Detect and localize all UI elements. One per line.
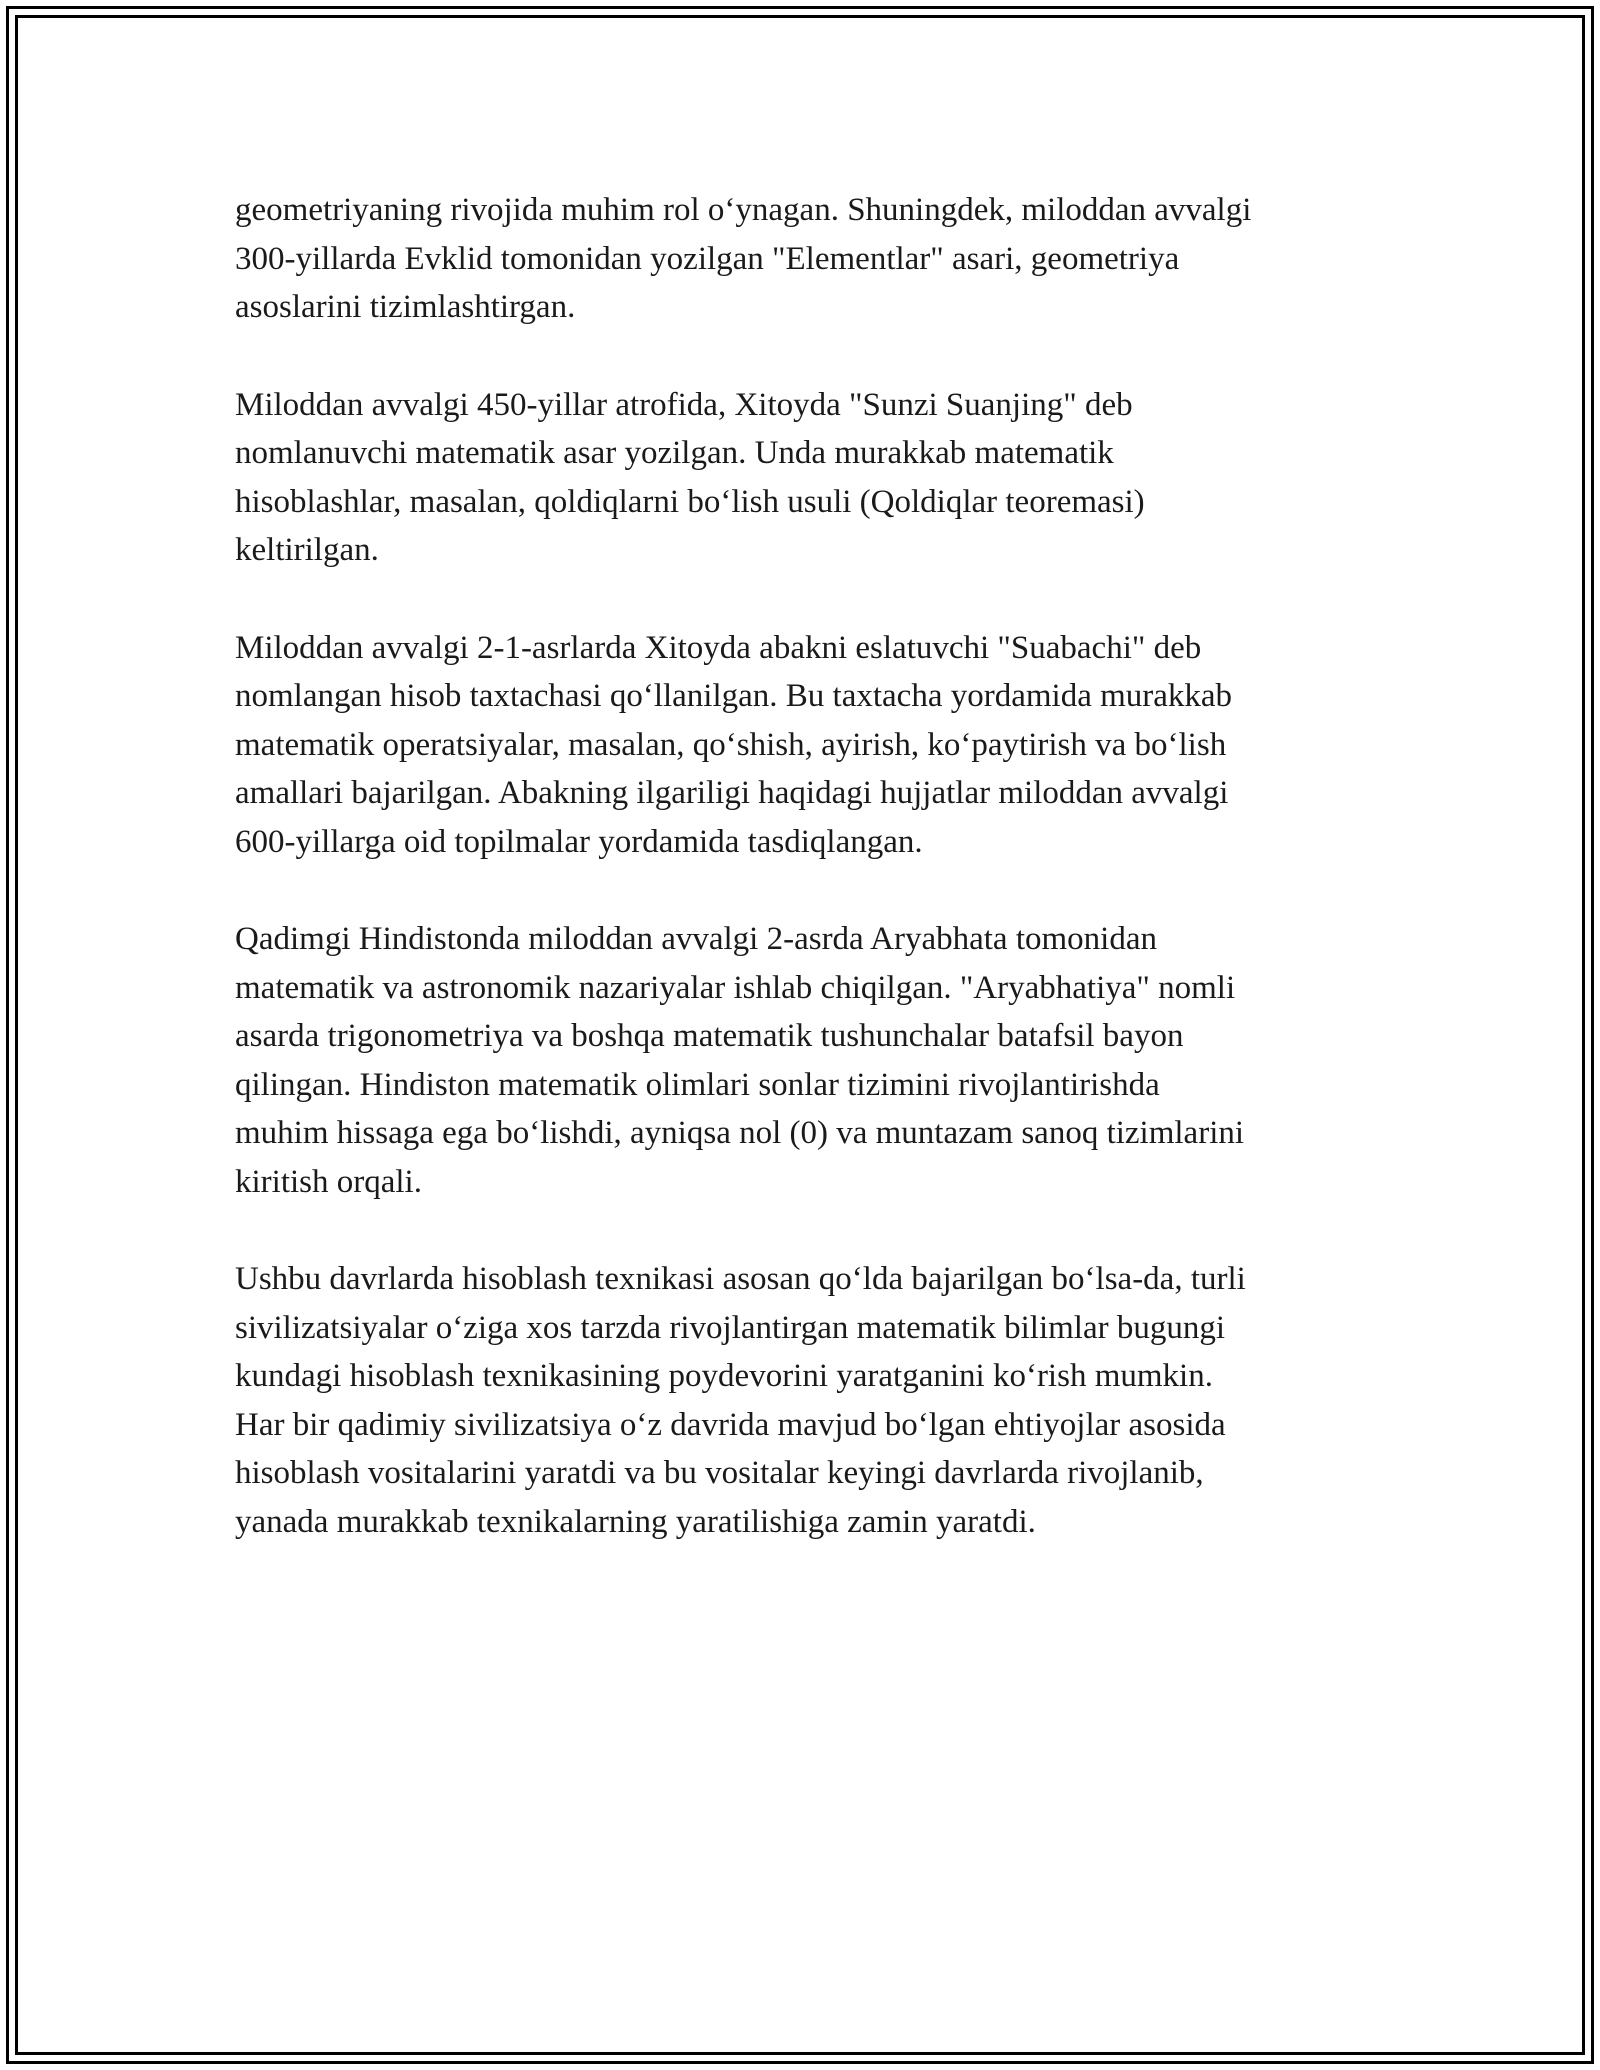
text-line: Har bir qadimiy sivilizatsiya o‘z davrida mavjud bo‘lgan ehtiyojlar asosida <box>235 1406 1226 1443</box>
text-line: kiritish orqali. <box>235 1163 422 1200</box>
text-line: matematik operatsiyalar, masalan, qo‘shish, ayirish, ko‘paytirish va bo‘lish <box>235 726 1227 763</box>
text-line: 300-yillarda Evklid tomonidan yozilgan "Elementlar" asari, geometriya <box>235 240 1180 277</box>
text-line: hisoblash vositalarini yaratdi va bu vositalar keyingi davrlarda rivojlanib, <box>235 1455 1204 1491</box>
paragraph-2 <box>235 381 1375 575</box>
text-line: amallari bajarilgan. Abakning ilgariligi haqidagi hujjatlar miloddan avvalgi <box>235 775 1229 811</box>
text-line: yanada murakkab texnikalarning yaratilishiga zamin yaratdi. <box>235 1503 1036 1540</box>
text-line: asarda trigonometriya va boshqa matematik tushunchalar batafsil bayon <box>235 1018 1184 1054</box>
text-line: geometriyaning rivojida muhim rol o‘ynagan. Shuningdek, miloddan avvalgi <box>235 192 1252 228</box>
document-body <box>235 186 1375 1595</box>
text-line: muhim hissaga ega bo‘lishdi, ayniqsa nol (0) va muntazam sanoq tizimlarini <box>235 1115 1245 1151</box>
text-line: matematik va astronomik nazariyalar ishlab chiqilgan. "Aryabhatiya" nomli <box>235 969 1236 1006</box>
text-line: 600-yillarga oid topilmalar yordamida tasdiqlangan. <box>235 823 923 860</box>
text-line: Miloddan avvalgi 2-1-asrlarda Xitoyda abakni eslatuvchi "Suabachi" deb <box>235 629 1202 666</box>
paragraph-1 <box>235 186 1375 332</box>
paragraph-5 <box>235 1255 1375 1546</box>
text-line: qilingan. Hindiston matematik olimlari sonlar tizimini rivojlantirishda <box>235 1066 1160 1103</box>
text-line: asoslarini tizimlashtirgan. <box>235 289 576 325</box>
text-line: Ushbu davrlarda hisoblash texnikasi asosan qo‘lda bajarilgan bo‘lsa-da, turli <box>235 1261 1246 1297</box>
text-line: Miloddan avvalgi 450-yillar atrofida, Xitoyda "Sunzi Suanjing" deb <box>235 386 1133 423</box>
text-line: kundagi hisoblash texnikasining poydevorini yaratganini ko‘rish mumkin. <box>235 1358 1213 1394</box>
text-line: keltirilgan. <box>235 532 379 568</box>
text-line: hisoblashlar, masalan, qoldiqlarni bo‘lish usuli (Qoldiqlar teoremasi) <box>235 483 1145 520</box>
paragraph-4 <box>235 915 1375 1206</box>
paragraph-3 <box>235 624 1375 867</box>
text-line: sivilizatsiyalar o‘ziga xos tarzda rivojlantirgan matematik bilimlar bugungi <box>235 1309 1226 1346</box>
text-line: Qadimgi Hindistonda miloddan avvalgi 2-asrda Aryabhata tomonidan <box>235 921 1157 957</box>
text-line: nomlanuvchi matematik asar yozilgan. Unda murakkab matematik <box>235 435 1114 471</box>
text-line: nomlangan hisob taxtachasi qo‘llanilgan. Bu taxtacha yordamida murakkab <box>235 678 1233 714</box>
